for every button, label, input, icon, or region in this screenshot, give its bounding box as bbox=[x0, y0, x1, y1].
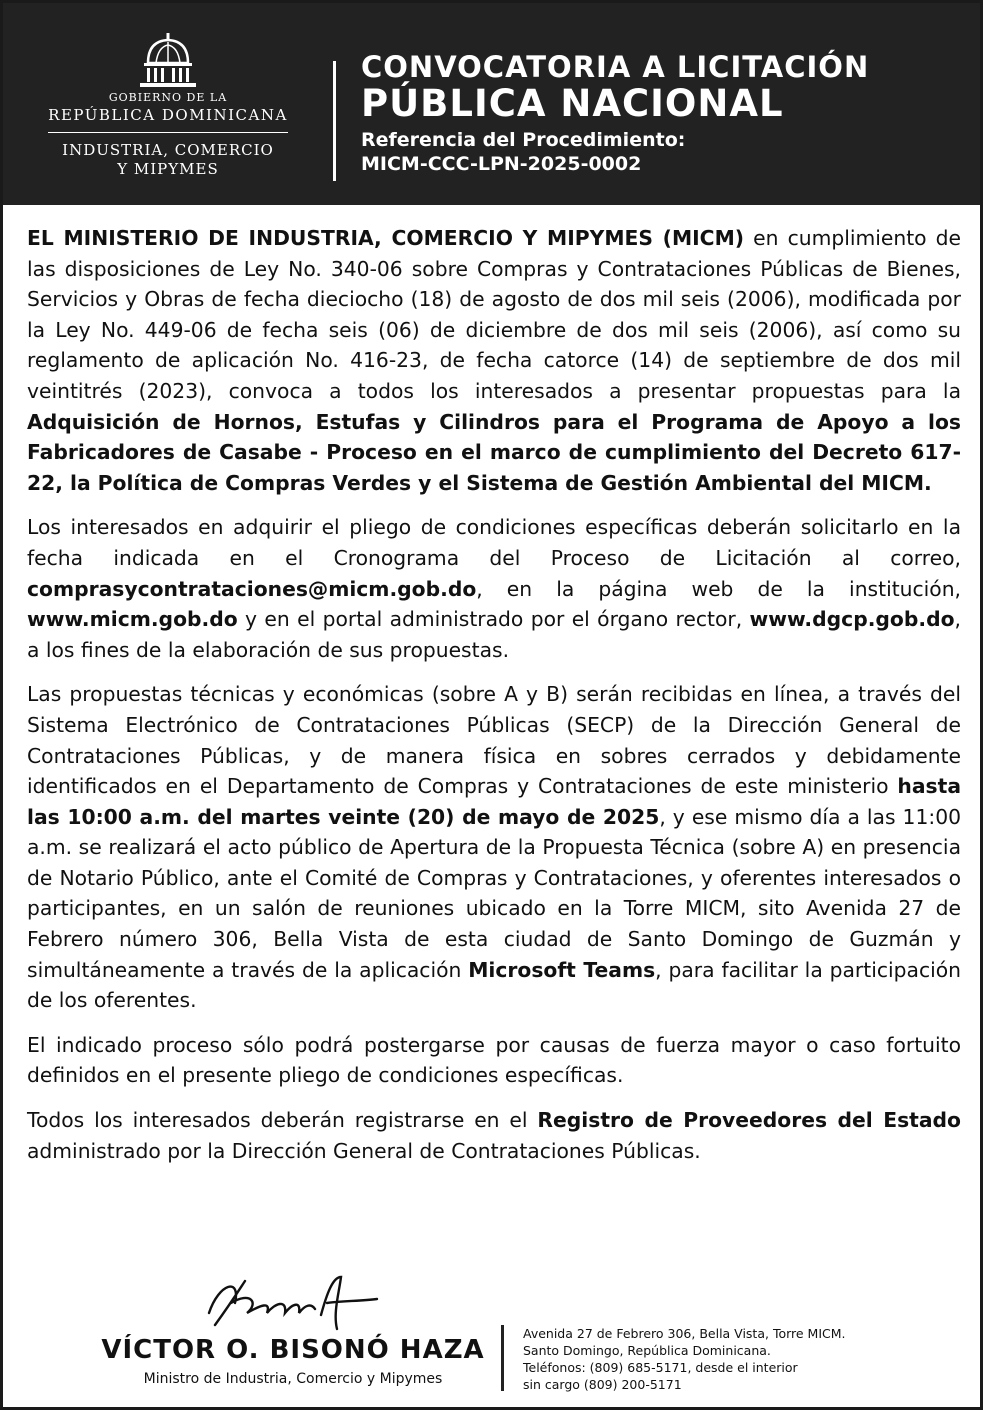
registration-text-2: administrado por la Dirección General de Contrataciones Públicas. bbox=[27, 1138, 701, 1163]
header-divider bbox=[333, 61, 336, 181]
notice-footer bbox=[3, 1273, 980, 1407]
legal-basis-text: en cumplimiento de las disposiciones de Ley No. 340-06 sobre Compras y Contrataciones Públicas de Bienes, Servicios y Obras de fecha dieciocho (18) de agosto de dos mil seis (2006), modificada por la Ley No. 449-06 de fecha seis (06) de diciembre de dos mil seis (2006), así como su reglamento de aplicación No. 416-23, de fecha catorce (14) de septiembre de dos mil veintitrés (2023), convoca a todos los interesados a presentar propuestas para la bbox=[27, 226, 962, 403]
address-line-3: Teléfonos: (809) 685-5171, desde el interior bbox=[523, 1360, 798, 1375]
reference-code: MICM-CCC-LPN-2025-0002 bbox=[361, 153, 642, 175]
signer-name: VÍCTOR O. BISONÓ HAZA bbox=[101, 1335, 485, 1365]
paragraph-specifications bbox=[27, 512, 961, 665]
address-block bbox=[523, 1325, 846, 1393]
paragraph-postponement: El indicado proceso sólo podrá postergarse por causas de fuerza mayor o caso fortuito definidos en el presente pliego de condiciones específicas. bbox=[27, 1032, 961, 1088]
dome-emblem-icon bbox=[136, 33, 200, 89]
notice-title-line-1: CONVOCATORIA A LICITACIÓN bbox=[361, 50, 870, 84]
meeting-app-name: Microsoft Teams bbox=[468, 957, 656, 982]
address-line-1: Avenida 27 de Febrero 306, Bella Vista, Torre MICM. bbox=[523, 1326, 846, 1341]
handwritten-signature bbox=[201, 1273, 381, 1339]
specifications-text-4: , a los fines de la elaboración de sus propuestas. bbox=[27, 607, 961, 662]
specifications-text: Los interesados en adquirir el pliego de condiciones específicas deberán solicitarlo en la fecha indicada en el Cronograma del Proceso de Licitación al correo, bbox=[27, 515, 961, 570]
address-line-2: Santo Domingo, República Dominicana. bbox=[523, 1343, 771, 1358]
gov-main-label: REPÚBLICA DOMINICANA bbox=[48, 106, 288, 124]
micm-website-link[interactable]: www.micm.gob.do bbox=[27, 607, 238, 632]
procurement-object: Adquisición de Hornos, Estufas y Cilindros para el Programa de Apoyo a los Fabricadores de Casabe - Proceso en el marco de cumplimiento del Decreto 617-22, la Política de Compras Verdes y el Sistema de Gestión Ambiental del MICM. bbox=[27, 409, 961, 495]
contact-email-link[interactable]: comprasycontrataciones@micm.gob.do bbox=[27, 576, 477, 601]
notice-header bbox=[3, 3, 980, 205]
submission-text-3: , para facilitar la participación de los oferentes. bbox=[27, 957, 961, 1013]
government-emblem-block bbox=[33, 33, 303, 179]
ministry-line-1: INDUSTRIA, COMERCIO bbox=[62, 141, 274, 159]
notice-body bbox=[27, 223, 961, 1180]
specifications-text-2: , en la página web de la institución, bbox=[476, 576, 961, 601]
dgcp-website-link[interactable]: www.dgcp.gob.do bbox=[749, 607, 955, 632]
ministry-line-2: Y MIPYMES bbox=[117, 160, 219, 178]
paragraph-registration bbox=[27, 1105, 961, 1166]
supplier-registry-name: Registro de Proveedores del Estado bbox=[537, 1108, 961, 1133]
gov-divider bbox=[48, 132, 288, 133]
registration-text: Todos los interesados deberán registrarse en el bbox=[27, 1108, 538, 1133]
address-line-4: sin cargo (809) 200-5171 bbox=[523, 1377, 682, 1392]
notice-title-block bbox=[361, 51, 961, 176]
paragraph-convocation bbox=[27, 223, 961, 498]
submission-deadline: hasta las 10:00 a.m. del martes veinte (20) de mayo de 2025 bbox=[27, 774, 961, 829]
paragraph-submission bbox=[27, 679, 961, 1016]
submission-text-2: , y ese mismo día a las 11:00 a.m. se realizará el acto público de Apertura de la Propuesta Técnica (sobre A) en presencia de Notario Público, ante el Comité de Compras y Contrataciones, y oferentes interesados o participantes, en un salón de reuniones ubicado en la Torre MICM, sito Avenida 27 de Febrero número 306, Bella Vista de esta ciudad de Santo Domingo de Guzmán y simultáneamente a través de la aplicación bbox=[27, 804, 961, 982]
signer-title: Ministro de Industria, Comercio y Mipymes bbox=[143, 1371, 443, 1387]
gov-small-label: GOBIERNO DE LA bbox=[108, 91, 228, 104]
reference-label: Referencia del Procedimiento: bbox=[361, 129, 686, 151]
footer-divider bbox=[501, 1325, 504, 1391]
specifications-text-3: y en el portal administrado por el órgano rector, bbox=[237, 607, 750, 632]
submission-text: Las propuestas técnicas y económicas (sobre A y B) serán recibidas en línea, a través del Sistema Electrónico de Contrataciones Públicas (SECP) de la Dirección General de Contrataciones Públicas, y de manera física en sobres cerrados y debidamente identificados en el Departamento de Compras y Contrataciones de este ministerio bbox=[27, 682, 961, 799]
notice-title-line-2: PÚBLICA NACIONAL bbox=[361, 82, 784, 125]
ministry-name: EL MINISTERIO DE INDUSTRIA, COMERCIO Y MIPYMES (MICM) bbox=[27, 226, 745, 250]
